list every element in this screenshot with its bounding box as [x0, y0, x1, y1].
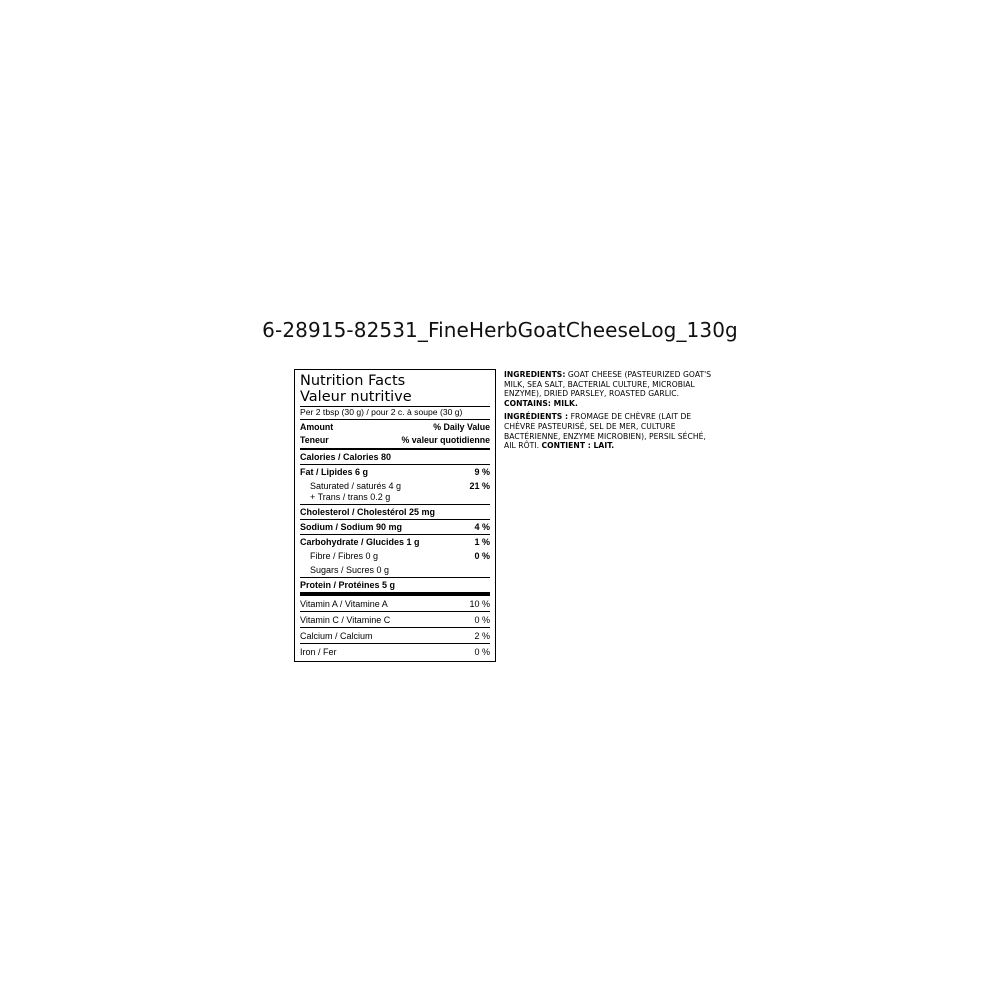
- nutrition-facts-heading-fr: Valeur nutritive: [300, 389, 412, 405]
- row-sodium-value: 4 %: [474, 522, 490, 532]
- ingredients-fr-text: FROMAGE DE CHÈVRE (LAIT DE CHÈVRE PASTEURISÉ, SEL DE MER, CULTURE BACTÉRIENNE, ENZYME MICROBIEN), PERSIL SÉCHÉ, AIL RÔTI.: [504, 412, 706, 451]
- row-fibre: [300, 549, 490, 563]
- row-sugars: [300, 563, 490, 577]
- row-calcium-value: 2 %: [474, 630, 490, 641]
- row-vitamin-c-label: Vitamin C / Vitamine C: [300, 614, 391, 625]
- row-carbohydrate: [300, 535, 490, 549]
- page-title: 6-28915-82531_FineHerbGoatCheeseLog_130g: [262, 318, 738, 342]
- row-sodium-label: Sodium / Sodium 90 mg: [300, 522, 403, 532]
- row-carbohydrate-value: 1 %: [474, 537, 490, 547]
- row-protein: [300, 578, 490, 592]
- row-cholesterol: [300, 505, 490, 519]
- amount-header: [300, 420, 490, 448]
- row-protein-label: Protein / Protéines 5 g: [300, 580, 396, 590]
- row-carbohydrate-label: Carbohydrate / Glucides 1 g: [300, 537, 420, 547]
- row-calories: [300, 450, 490, 464]
- row-fat-value: 9 %: [474, 467, 490, 477]
- row-fibre-value: 0 %: [474, 551, 490, 561]
- row-sodium: [300, 520, 490, 534]
- ingredients-fr-label: INGRÉDIENTS :: [504, 412, 569, 422]
- row-sugars-label: Sugars / Sucres 0 g: [310, 565, 390, 575]
- amount-label-fr: Teneur: [300, 435, 329, 445]
- row-saturated-label: Saturated / saturés 4 g: [310, 481, 402, 491]
- row-saturated-trans: [300, 479, 490, 504]
- serving-size: Per 2 tbsp (30 g) / pour 2 c. à soupe (30 g): [300, 407, 463, 417]
- nutrition-facts-panel: [294, 369, 496, 662]
- row-iron: [300, 643, 490, 659]
- nutrition-facts-heading-en: Nutrition Facts: [300, 373, 406, 389]
- row-fibre-label: Fibre / Fibres 0 g: [310, 551, 379, 561]
- dv-label-fr: % valeur quotidienne: [401, 435, 490, 445]
- row-trans-label: + Trans / trans 0.2 g: [310, 492, 391, 502]
- row-calcium: [300, 627, 490, 643]
- ingredients-en: [504, 370, 718, 408]
- row-iron-label: Iron / Fer: [300, 646, 337, 657]
- amount-label-en: Amount: [300, 422, 334, 432]
- ingredients-block: [504, 370, 718, 453]
- row-vitamin-c: [300, 611, 490, 627]
- row-cholesterol-label: Cholesterol / Cholestérol 25 mg: [300, 507, 436, 517]
- dv-label-en: % Daily Value: [433, 422, 490, 432]
- row-vitamin-a-value: 10 %: [469, 598, 490, 609]
- row-vitamin-a-label: Vitamin A / Vitamine A: [300, 598, 388, 609]
- ingredients-en-text: GOAT CHEESE (PASTEURIZED GOAT'S MILK, SEA SALT, BACTERIAL CULTURE, MICROBIAL ENZYME), DRIED PARSLEY, ROASTED GARLIC.: [504, 370, 712, 399]
- ingredients-fr-contains: CONTIENT : LAIT.: [541, 441, 615, 451]
- row-calories-label: Calories / Calories 80: [300, 452, 392, 462]
- ingredients-en-contains: CONTAINS: MILK.: [504, 398, 578, 408]
- row-saturated-trans-value: 21 %: [469, 481, 490, 491]
- row-fat: [300, 465, 490, 479]
- row-vitamin-a: [300, 596, 490, 611]
- row-iron-value: 0 %: [474, 646, 490, 657]
- row-vitamin-c-value: 0 %: [474, 614, 490, 625]
- row-fat-label: Fat / Lipides 6 g: [300, 467, 369, 477]
- ingredients-en-label: INGREDIENTS:: [504, 370, 566, 379]
- ingredients-fr: [504, 412, 718, 450]
- row-calcium-label: Calcium / Calcium: [300, 630, 373, 641]
